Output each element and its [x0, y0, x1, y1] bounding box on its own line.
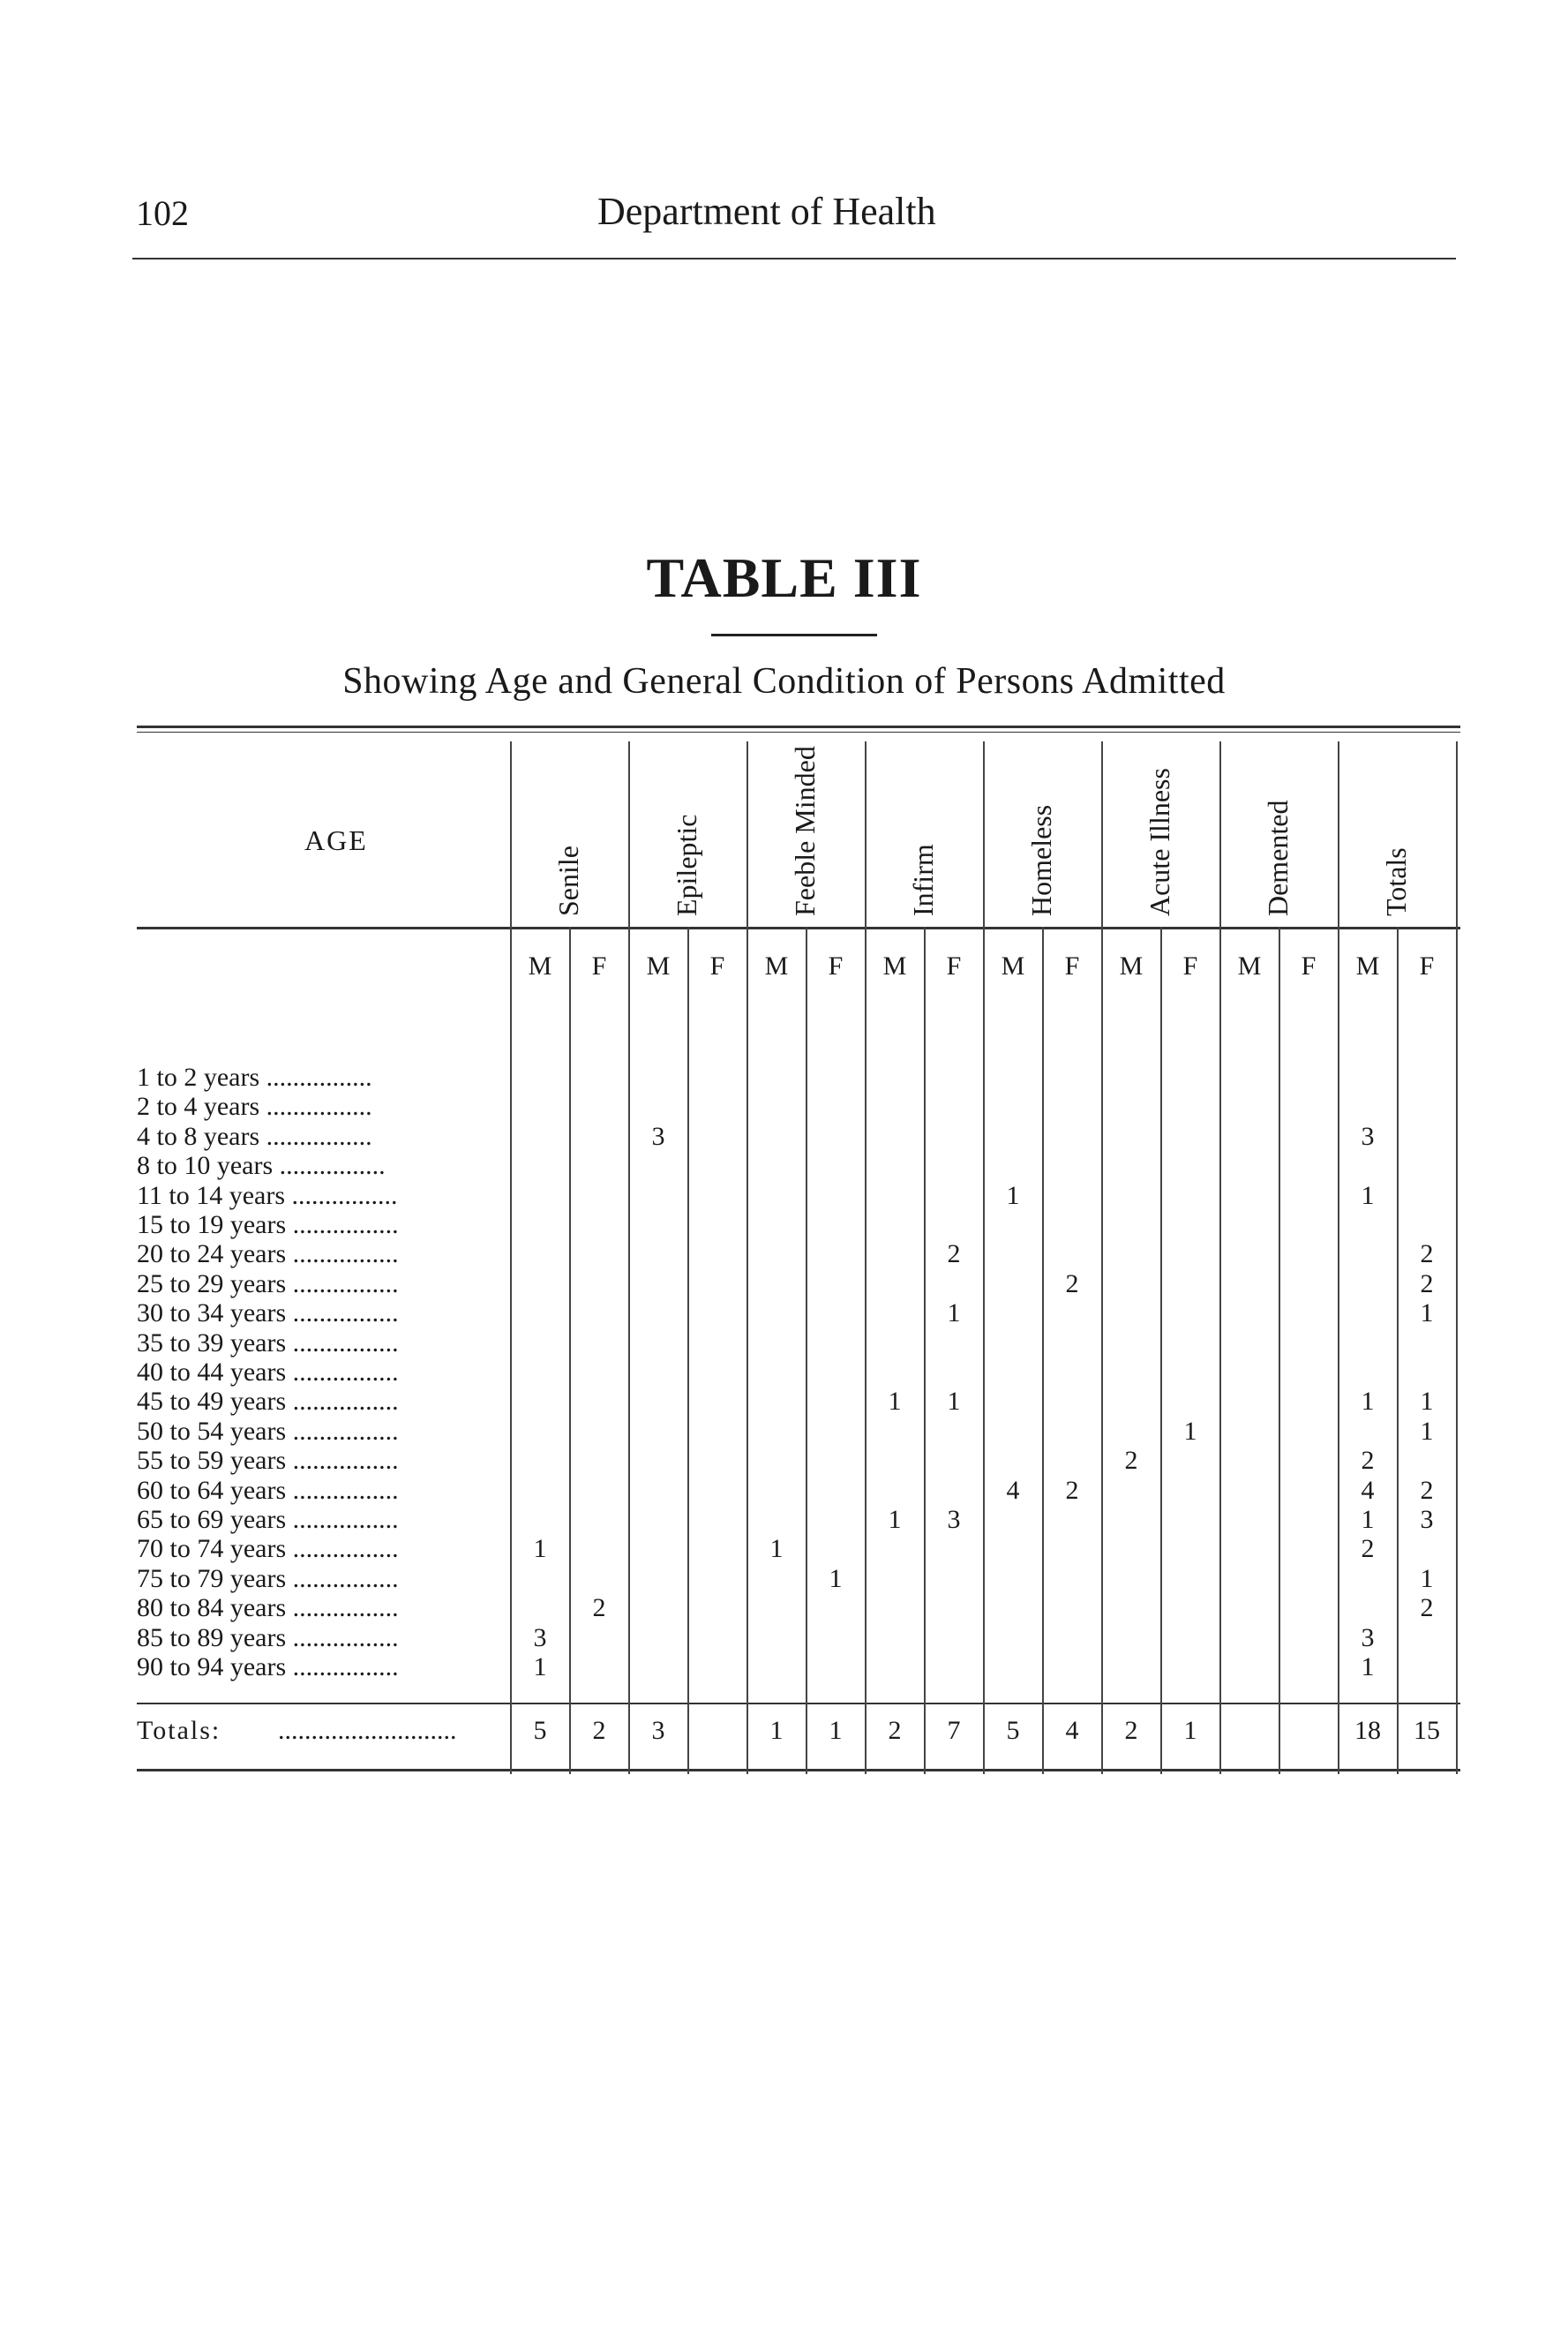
age-range-label: 35 to 39 years ................ [137, 1327, 399, 1358]
table-row [137, 1476, 1460, 1506]
total-cell: 1 [829, 1716, 843, 1745]
table-row [137, 1092, 1460, 1122]
count-cell: 1 [533, 1534, 547, 1564]
sex-label-m: M [528, 951, 552, 981]
total-cell: 2 [592, 1716, 606, 1745]
sex-label-f: F [1419, 951, 1435, 981]
total-cell: 5 [1006, 1716, 1020, 1745]
header-bottom-rule [137, 927, 1460, 929]
table-row [137, 1505, 1460, 1535]
title-rule [711, 634, 877, 636]
category-header-senile: Senile [552, 846, 584, 916]
count-cell: 1 [888, 1387, 902, 1417]
age-range-label: 90 to 94 years ................ [137, 1652, 399, 1681]
table-row [137, 1652, 1460, 1682]
header-rule [132, 258, 1456, 259]
count-cell: 2 [592, 1593, 606, 1623]
total-cell: 4 [1065, 1716, 1079, 1745]
count-cell: 2 [1420, 1239, 1434, 1269]
sex-label-f: F [1064, 951, 1080, 981]
sex-label-m: M [1119, 951, 1144, 981]
total-cell: 18 [1354, 1716, 1381, 1745]
count-cell: 2 [1361, 1446, 1375, 1476]
sex-label-f: F [709, 951, 725, 981]
table-row [137, 1328, 1460, 1358]
data-table [137, 726, 1460, 1802]
totals-top-rule [137, 1703, 1460, 1704]
category-header-demented: Demented [1262, 800, 1294, 916]
totals-label: Totals: [137, 1716, 221, 1745]
table-row [137, 1564, 1460, 1594]
table-bottom-rule [137, 1769, 1460, 1771]
count-cell: 2 [1420, 1593, 1434, 1623]
age-range-label: 70 to 74 years ................ [137, 1534, 399, 1564]
count-cell: 2 [1124, 1446, 1138, 1476]
age-range-label: 65 to 69 years ................ [137, 1505, 399, 1534]
count-cell: 3 [1420, 1505, 1434, 1534]
count-cell: 1 [1361, 1387, 1375, 1417]
running-title: Department of Health [597, 190, 936, 233]
category-header-totals: Totals [1380, 847, 1412, 916]
count-cell: 2 [947, 1239, 961, 1269]
table-row [137, 1298, 1460, 1328]
count-cell: 1 [533, 1652, 547, 1681]
age-range-label: 25 to 29 years ................ [137, 1268, 399, 1298]
count-cell: 1 [769, 1534, 784, 1564]
age-range-label: 20 to 24 years ................ [137, 1239, 399, 1269]
age-range-label: 85 to 89 years ................ [137, 1622, 399, 1652]
table-row [137, 1534, 1460, 1564]
age-range-label: 60 to 64 years ................ [137, 1475, 399, 1505]
count-cell: 3 [1361, 1622, 1375, 1652]
count-cell: 1 [1420, 1416, 1434, 1446]
table-row [137, 1269, 1460, 1299]
table-row [137, 1387, 1460, 1417]
count-cell: 1 [1006, 1180, 1020, 1210]
total-cell: 5 [533, 1716, 547, 1745]
table-subtitle: Showing Age and General Condition of Persons Admitted [342, 661, 1226, 702]
table-row [137, 1593, 1460, 1623]
category-header-homeless: Homeless [1025, 804, 1057, 916]
count-cell: 4 [1006, 1475, 1020, 1505]
count-cell: 2 [1420, 1268, 1434, 1298]
age-range-label: 40 to 44 years ................ [137, 1358, 399, 1387]
count-cell: 2 [1420, 1475, 1434, 1505]
sex-label-f: F [946, 951, 962, 981]
sex-label-f: F [591, 951, 607, 981]
count-cell: 3 [947, 1505, 961, 1534]
count-cell: 1 [1361, 1505, 1375, 1534]
page-number: 102 [136, 193, 189, 233]
count-cell: 1 [888, 1505, 902, 1534]
count-cell: 2 [1065, 1268, 1079, 1298]
sex-label-f: F [1301, 951, 1317, 981]
table-row [137, 1210, 1460, 1240]
age-range-label: 1 to 2 years ................ [137, 1063, 372, 1092]
sex-label-m: M [1237, 951, 1262, 981]
totals-leader-dots: ........................... [278, 1716, 457, 1745]
age-range-label: 75 to 79 years ................ [137, 1563, 399, 1593]
sex-label-m: M [646, 951, 671, 981]
sex-label-f: F [1182, 951, 1198, 981]
table-row [137, 1122, 1460, 1152]
count-cell: 1 [829, 1563, 843, 1593]
table-row [137, 1063, 1460, 1093]
count-cell: 1 [947, 1298, 961, 1328]
sex-label-m: M [1001, 951, 1025, 981]
count-cell: 2 [1361, 1534, 1375, 1564]
sex-label-f: F [828, 951, 844, 981]
count-cell: 1 [1361, 1180, 1375, 1210]
age-range-label: 11 to 14 years ................ [137, 1180, 398, 1210]
sex-label-m: M [882, 951, 907, 981]
age-range-label: 50 to 54 years ................ [137, 1416, 399, 1446]
total-cell: 3 [651, 1716, 665, 1745]
count-cell: 1 [1361, 1652, 1375, 1681]
total-cell: 2 [1124, 1716, 1138, 1745]
total-cell: 7 [947, 1716, 961, 1745]
category-header-feeble-minded: Feeble Minded [789, 746, 821, 916]
table-row [137, 1239, 1460, 1269]
total-cell: 1 [1183, 1716, 1197, 1745]
table-title: TABLE III [646, 546, 922, 609]
count-cell: 2 [1065, 1475, 1079, 1505]
category-header-epileptic: Epileptic [671, 814, 702, 916]
table-top-rule [137, 726, 1460, 728]
table-row [137, 1151, 1460, 1181]
age-range-label: 30 to 34 years ................ [137, 1298, 399, 1328]
count-cell: 3 [651, 1121, 665, 1151]
total-cell: 15 [1414, 1716, 1440, 1745]
count-cell: 1 [1420, 1563, 1434, 1593]
count-cell: 3 [1361, 1121, 1375, 1151]
table-row [137, 1181, 1460, 1211]
age-column-header: AGE [304, 824, 368, 856]
age-range-label: 4 to 8 years ................ [137, 1121, 372, 1151]
table-row [137, 1358, 1460, 1388]
totals-row [137, 1716, 1460, 1746]
total-cell: 2 [888, 1716, 902, 1745]
age-range-label: 45 to 49 years ................ [137, 1387, 399, 1417]
count-cell: 4 [1361, 1475, 1375, 1505]
table-row [137, 1623, 1460, 1653]
age-range-label: 2 to 4 years ................ [137, 1092, 372, 1122]
age-range-label: 8 to 10 years ................ [137, 1151, 386, 1181]
count-cell: 3 [533, 1622, 547, 1652]
age-range-label: 55 to 59 years ................ [137, 1446, 399, 1476]
count-cell: 1 [1420, 1298, 1434, 1328]
table-row [137, 1446, 1460, 1476]
sex-label-m: M [764, 951, 789, 981]
category-header-infirm: Infirm [907, 844, 939, 916]
sex-label-m: M [1355, 951, 1380, 981]
page-header [132, 187, 1456, 244]
category-header-acute-illness: Acute Illness [1144, 768, 1175, 916]
total-cell: 1 [769, 1716, 784, 1745]
count-cell: 1 [1420, 1387, 1434, 1417]
table-top-rule-2 [137, 732, 1460, 733]
table-row [137, 1417, 1460, 1447]
count-cell: 1 [1183, 1416, 1197, 1446]
age-range-label: 80 to 84 years ................ [137, 1593, 399, 1623]
count-cell: 1 [947, 1387, 961, 1417]
age-range-label: 15 to 19 years ................ [137, 1210, 399, 1239]
